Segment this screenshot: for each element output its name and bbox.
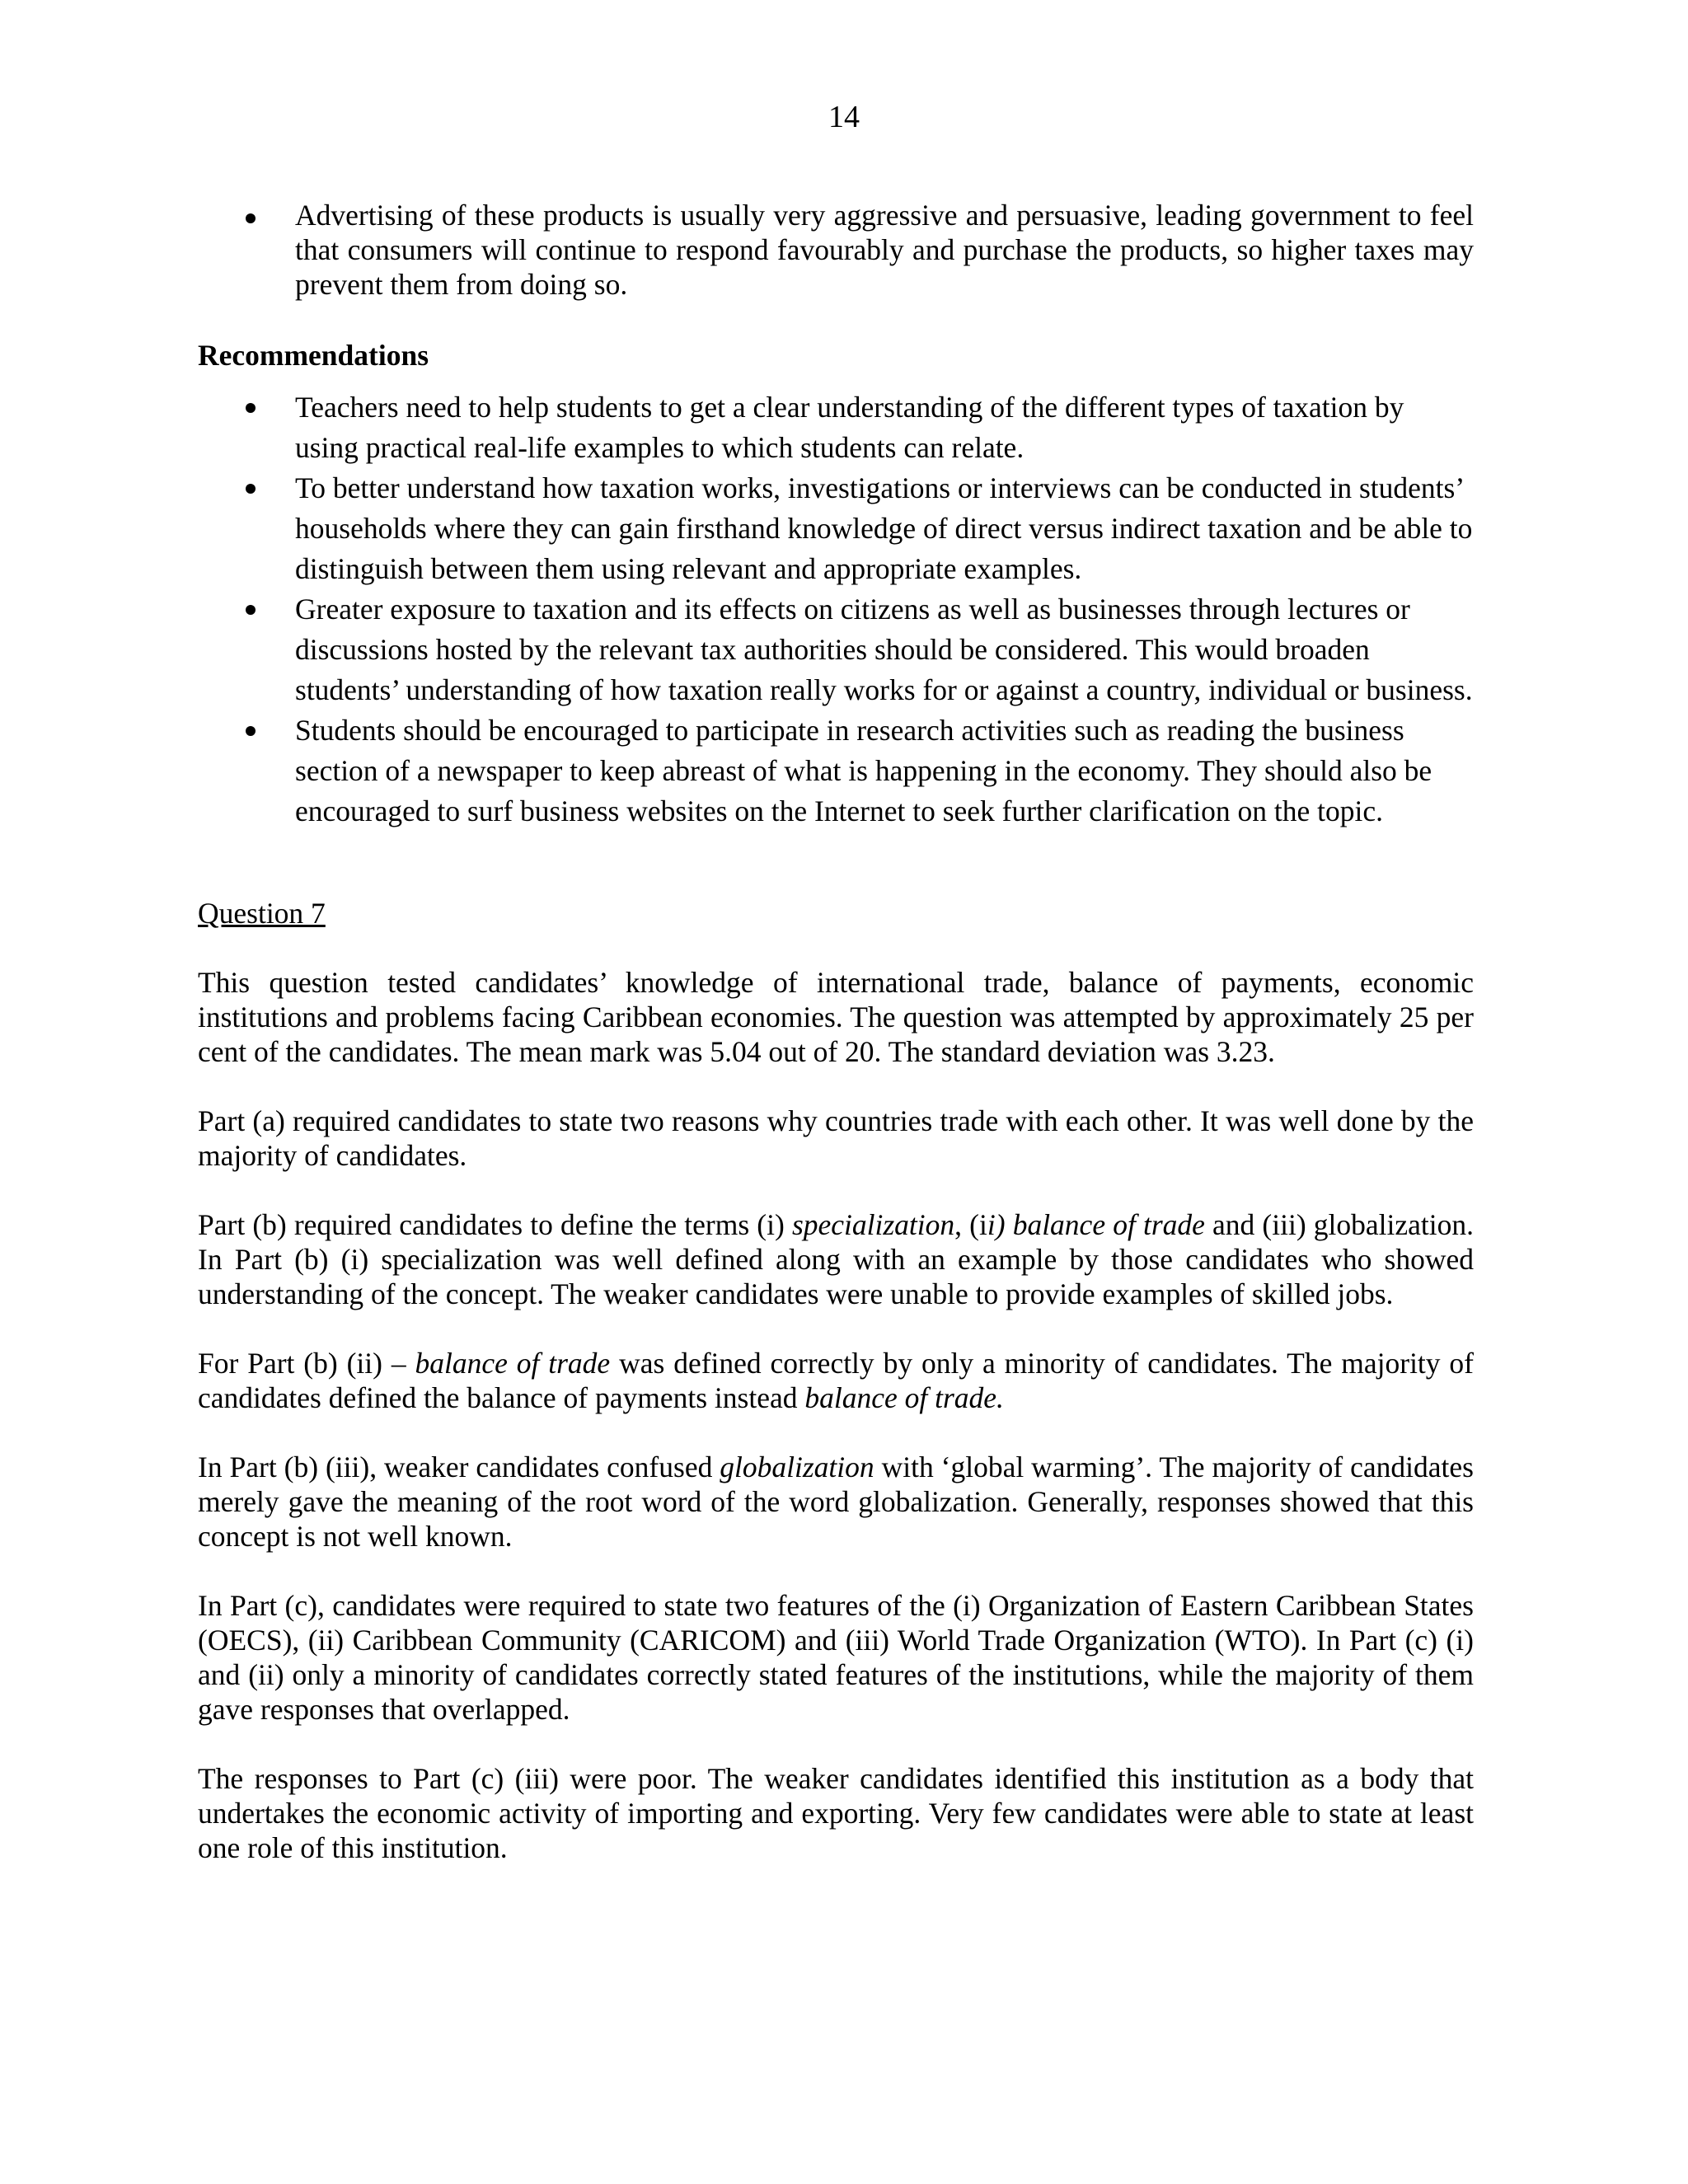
bullet-icon — [246, 484, 256, 494]
bullet-icon — [246, 213, 256, 223]
recommendations-heading: Recommendations — [198, 339, 429, 372]
text-run: , (i — [954, 1208, 987, 1241]
bullet-icon — [246, 605, 256, 615]
question-heading: Question 7 — [198, 897, 326, 930]
page-number: 14 — [828, 100, 860, 134]
list-item — [198, 468, 1474, 589]
part-c-paragraph: In Part (c), candidates were required to state two features of the (i) Organization of Eastern Caribbean States (OECS), (ii) Caribbean Community (CARICOM) and (iii) World Trade Organization (WTO). In Part (c) (i) and (ii) only a minority of candidates correctly stated features of the institutions, while the majority of them gave responses that overlapped. — [198, 1589, 1474, 1726]
text-run: Part (b) required candidates to define the terms (i) — [198, 1208, 792, 1241]
question-intro-paragraph: This question tested candidates’ knowledge of international trade, balance of payments, economic institutions and problems facing Caribbean economies. The question was attempted by approximately 25 per cent of the candidates. The mean mark was 5.04 out of 20. The standard deviation was 3.23. — [198, 966, 1474, 1068]
emphasis-term: specialization — [791, 1208, 955, 1241]
part-a-paragraph: Part (a) required candidates to state two reasons why countries trade with each other. It was well done by the majority of candidates. — [198, 1104, 1474, 1172]
list-item — [198, 198, 1474, 302]
bullet-icon — [246, 403, 256, 413]
bullet-text: To better understand how taxation works, investigations or interviews can be conducted in students’ households where they can gain firsthand knowledge of direct versus indirect taxation and be able to distinguish between them using relevant and appropriate examples. — [295, 471, 1473, 585]
page-content — [198, 198, 1474, 1900]
recommendations-list — [198, 387, 1474, 832]
bullet-text: Greater exposure to taxation and its effects on citizens as well as businesses through lectures or discussions hosted by the relevant tax authorities should be considered. This would broaden students’ understanding of how taxation really works for or against a country, individual or business. — [295, 593, 1473, 706]
text-run: and (iii) globalization. In Part (b) (i) specialization was well defined along with an example by those candidates who showed understanding of the concept. The weaker candidates were unable to provide examples of skilled jobs. — [198, 1208, 1475, 1310]
part-c-iii-paragraph: The responses to Part (c) (iii) were poor. The weaker candidates identified this institution as a body that undertakes the economic activity of importing and exporting. Very few candidates were able to state at least one role of this institution. — [198, 1762, 1474, 1864]
bullet-text: Teachers need to help students to get a clear understanding of the different types of taxation by using practical real-life examples to which students can relate. — [295, 391, 1404, 464]
text-run: For Part (b) (ii) – — [198, 1347, 415, 1380]
emphasis-term: globalization — [720, 1451, 874, 1483]
part-b-iii-paragraph — [198, 1450, 1474, 1554]
emphasis-term: i) balance of trade — [987, 1208, 1205, 1241]
list-item — [198, 589, 1474, 710]
emphasis-term: balance of trade — [415, 1347, 611, 1380]
list-item — [198, 387, 1474, 468]
list-item — [198, 710, 1474, 832]
bullet-icon — [246, 726, 256, 736]
emphasis-term: balance of trade. — [804, 1381, 1004, 1414]
part-b-paragraph — [198, 1207, 1474, 1311]
bullet-text: Advertising of these products is usually very aggressive and persuasive, leading government to feel that consumers will continue to respond favourably and purchase the products, so higher taxes may prevent them from doing so. — [295, 199, 1474, 301]
text-run: with ‘global warming’. The majority of candidates merely gave the meaning of the root word of the word globalization. Generally, responses showed that this concept is not well known. — [198, 1451, 1474, 1553]
text-run: In Part (b) (iii), weaker candidates confused — [198, 1451, 720, 1483]
bullet-text: Students should be encouraged to participate in research activities such as reading the business section of a newspaper to keep abreast of what is happening in the economy. They should also be encouraged to surf business websites on the Internet to seek further clarification on the topic. — [295, 714, 1432, 827]
part-b-ii-paragraph — [198, 1346, 1474, 1415]
top-bullet-list — [198, 198, 1474, 302]
text-run: was defined correctly by only a minority of candidates. The majority of candidates defined the balance of payments instead — [198, 1347, 1475, 1414]
